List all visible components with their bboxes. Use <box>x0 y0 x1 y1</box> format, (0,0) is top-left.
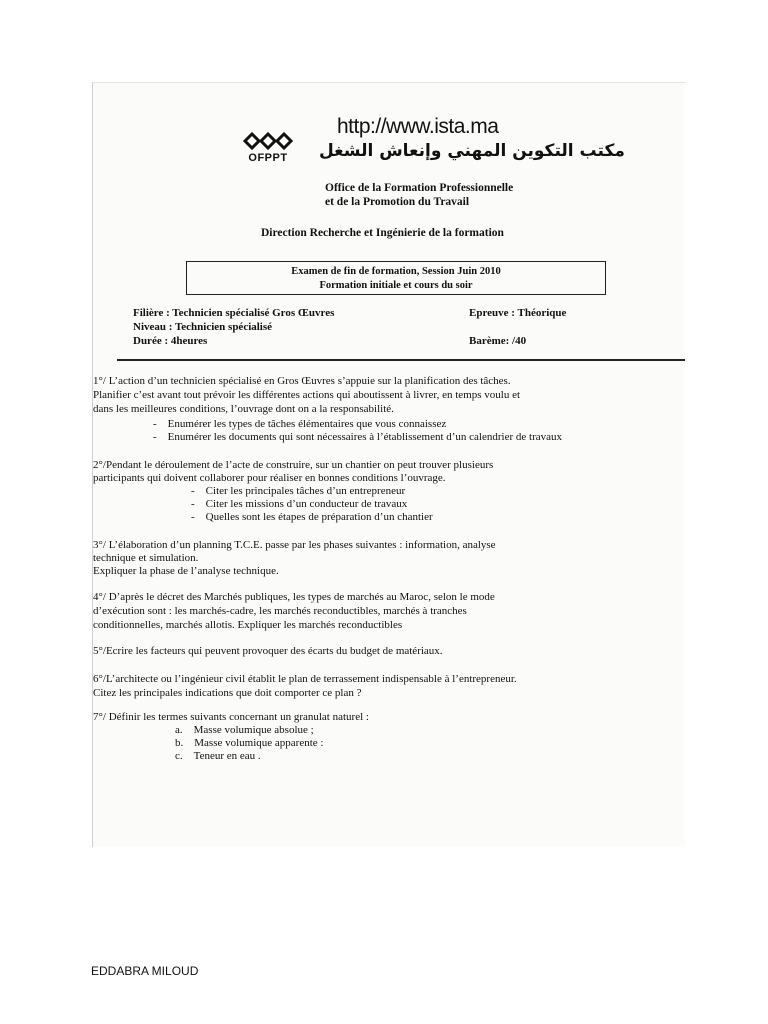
arabic-org-name: مكتب التكوين المهني وإنعاش الشغل <box>319 141 625 161</box>
exam-session: Examen de fin de formation, Session Juin 2010 <box>291 266 501 277</box>
q1-line: Planifier c’est avant tout prévoir les différentes actions qui aboutissent à livrer, en temps voulu et <box>93 389 521 401</box>
q4-line: conditionnelles, marchés allotis. Expliquer les marchés reconductibles <box>93 619 403 631</box>
header-url[interactable]: http://www.ista.ma <box>337 115 499 138</box>
q3-line: technique et simulation. <box>93 552 199 564</box>
q2-line: participants qui doivent collaborer pour réaliser en bonnes conditions l’ouvrage. <box>93 472 446 484</box>
scanned-exam-page <box>92 82 685 847</box>
footer-author: EDDABRA MILOUD <box>91 964 199 978</box>
meta-bareme: Barème: /40 <box>469 335 527 347</box>
q1-line: 1°/ L’action d’un technicien spécialisé en Gros Œuvres s’appuie sur la planification des tâches. <box>93 375 511 387</box>
separator-line <box>117 359 685 361</box>
list-item: - Enumérer les types de tâches élémentaires que vous connaissez <box>153 418 447 430</box>
q6-line: Citez les principales indications que doit comporter ce plan ? <box>93 687 362 699</box>
q3-line: 3°/ L’élaboration d’un planning T.C.E. passe par les phases suivantes : information, analyse <box>93 539 496 551</box>
direction-title: Direction Recherche et Ingénierie de la formation <box>261 227 504 239</box>
list-item: - Citer les missions d’un conducteur de travaux <box>191 498 408 510</box>
meta-duree: Durée : 4heures <box>133 335 208 347</box>
logo-label: OFPPT <box>248 152 288 164</box>
list-item: a. Masse volumique absolue ; <box>175 724 314 736</box>
exam-formation: Formation initiale et cours du soir <box>319 280 473 291</box>
meta-epreuve: Epreuve : Théorique <box>469 307 567 319</box>
q2-line: 2°/Pendant le déroulement de l’acte de construire, sur un chantier on peut trouver plusieurs <box>93 459 494 471</box>
q4-line: d’exécution sont : les marchés-cadre, les marchés reconductibles, marchés à tranches <box>93 605 467 617</box>
meta-niveau: Niveau : Technicien spécialisé <box>133 321 273 333</box>
list-item: b. Masse volumique apparente : <box>175 737 324 749</box>
list-item: c. Teneur en eau . <box>175 750 261 762</box>
ofppt-logo <box>243 131 293 164</box>
list-item: - Enumérer les documents qui sont nécessaires à l’établissement d’un calendrier de travaux <box>153 431 563 443</box>
q3-line: Expliquer la phase de l’analyse technique. <box>93 565 279 577</box>
q1-line: dans les meilleures conditions, l’ouvrage dont on a la responsabilité. <box>93 403 394 415</box>
q6-line: 6°/L’architecte ou l’ingénieur civil établit le plan de terrassement indispensable à l’entrepreneur. <box>93 673 517 685</box>
q7-line: 7°/ Définir les termes suivants concernant un granulat naturel : <box>93 711 369 723</box>
list-item: - Quelles sont les étapes de préparation d’un chantier <box>191 511 433 523</box>
office-line-1: Office de la Formation Professionnelle <box>325 182 514 194</box>
exam-title-box <box>186 261 606 295</box>
list-item: - Citer les principales tâches d’un entrepreneur <box>191 485 406 497</box>
office-line-2: et de la Promotion du Travail <box>325 196 470 208</box>
q4-line: 4°/ D’après le décret des Marchés publiques, les types de marchés au Maroc, selon le mode <box>93 591 495 603</box>
meta-filiere: Filière : Technicien spécialisé Gros Œuvres <box>133 307 335 319</box>
ofppt-logo-icon <box>243 131 293 151</box>
q5-line: 5°/Ecrire les facteurs qui peuvent provoquer des écarts du budget de matériaux. <box>93 645 443 657</box>
